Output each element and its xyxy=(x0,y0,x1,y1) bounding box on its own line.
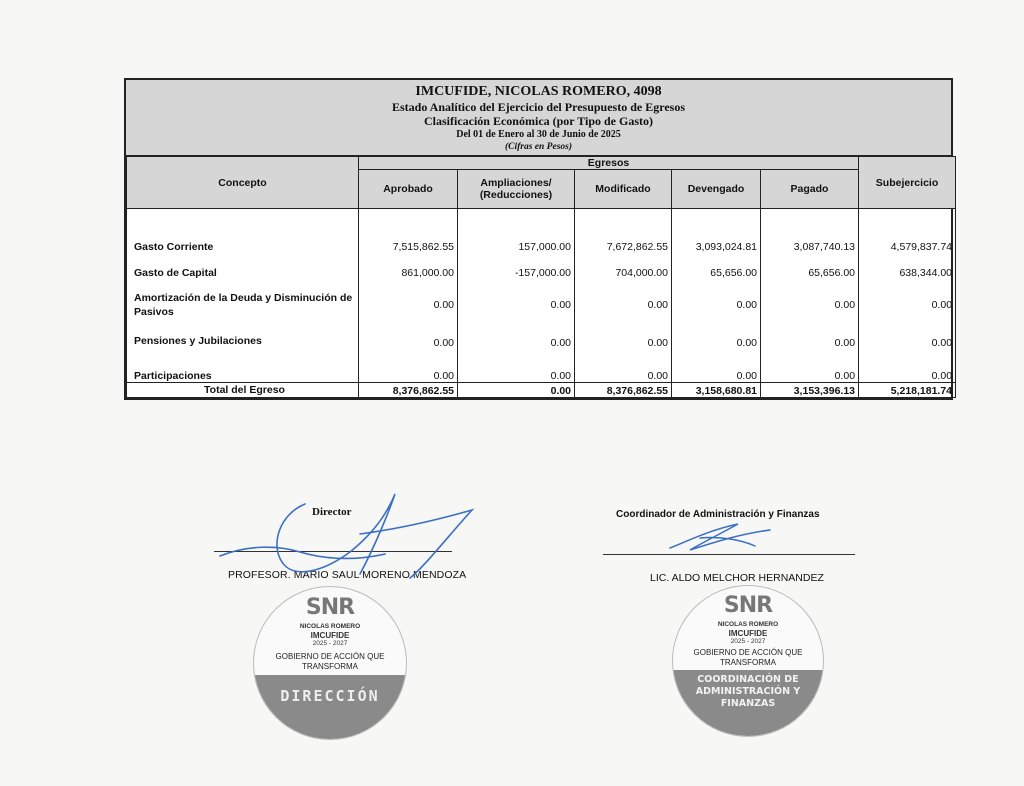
stamp-line: NICOLAS ROMERO xyxy=(717,621,779,628)
stamp-line: TRANSFORMA xyxy=(720,658,776,667)
cell-modificado: 704,000.00 xyxy=(575,267,672,289)
cell-devengado: 65,656.00 xyxy=(672,267,761,289)
cell-pagado: 0.00 xyxy=(761,289,859,335)
total-devengado: 3,158,680.81 xyxy=(672,383,761,398)
signature-stroke xyxy=(220,494,472,578)
cell-ampliaciones: -157,000.00 xyxy=(458,267,575,289)
director-name: PROFESOR. MARIO SAUL MORENO MENDOZA xyxy=(228,569,467,581)
table-row xyxy=(127,267,956,289)
report-period: Del 01 de Enero al 30 de Junio de 2025 xyxy=(456,129,621,140)
cell-pagado: 3,087,740.13 xyxy=(761,241,859,267)
stamp-line: IMCUFIDE xyxy=(728,629,768,638)
cell-aprobado: 0.00 xyxy=(359,335,458,369)
report-classification: Clasificación Económica (por Tipo de Gasto) xyxy=(423,114,653,128)
row-concept: Pensiones y Jubilaciones xyxy=(127,335,359,369)
cell-subejercicio: 0.00 xyxy=(859,335,956,369)
stamp-line: 2025 - 2027 xyxy=(730,638,766,645)
signature-stroke xyxy=(670,524,770,550)
cell-aprobado: 861,000.00 xyxy=(359,267,458,289)
total-label: Total del Egreso xyxy=(127,383,359,398)
cell-modificado: 0.00 xyxy=(575,335,672,369)
cell-subejercicio: 0.00 xyxy=(859,289,956,335)
cell-aprobado: 7,515,862.55 xyxy=(359,241,458,267)
total-modificado: 8,376,862.55 xyxy=(575,383,672,398)
header-egresos: Egresos xyxy=(359,157,859,170)
stamp-line: IMCUFIDE xyxy=(310,631,350,640)
header-modificado: Modificado xyxy=(575,170,672,209)
table-row xyxy=(127,289,956,335)
header-subejercicio: Subejercicio xyxy=(859,157,956,209)
cell-modificado: 7,672,862.55 xyxy=(575,241,672,267)
stamp-band xyxy=(254,675,406,739)
row-concept: Gasto Corriente xyxy=(127,241,359,267)
total-ampliaciones: 0.00 xyxy=(458,383,575,398)
expense-table xyxy=(126,156,956,398)
row-concept: Gasto de Capital xyxy=(127,267,359,289)
header-aprobado: Aprobado xyxy=(359,170,458,209)
row-concept: Amortización de la Deuda y Disminución de Pasivos xyxy=(127,289,359,335)
report-title: IMCUFIDE, NICOLAS ROMERO, 4098 xyxy=(415,84,662,99)
cell-subejercicio: 0.00 xyxy=(859,369,956,383)
stamp-logo: SNR xyxy=(723,593,773,618)
cell-modificado: 0.00 xyxy=(575,289,672,335)
table-row xyxy=(127,241,956,267)
director-role: Director xyxy=(312,506,352,518)
cell-ampliaciones: 0.00 xyxy=(458,369,575,383)
cell-pagado: 0.00 xyxy=(761,335,859,369)
cell-aprobado: 0.00 xyxy=(359,289,458,335)
stamp-line: NICOLAS ROMERO xyxy=(299,623,361,630)
header-pagado: Pagado xyxy=(761,170,859,209)
stamp-band-text: COORDINACIÓN DE xyxy=(697,674,799,685)
stamp-band-text: ADMINISTRACIÓN Y xyxy=(695,686,801,697)
cell-devengado: 0.00 xyxy=(672,335,761,369)
header-devengado: Devengado xyxy=(672,170,761,209)
coordinator-name: LIC. ALDO MELCHOR HERNANDEZ xyxy=(650,572,824,584)
stamp-line: 2025 - 2027 xyxy=(312,640,348,647)
cell-aprobado: 0.00 xyxy=(359,369,458,383)
stamp-direccion xyxy=(253,586,407,740)
row-concept: Participaciones xyxy=(127,369,359,383)
table-row xyxy=(127,335,956,369)
report-units: (Cifras en Pesos) xyxy=(504,142,573,152)
cell-subejercicio: 638,344.00 xyxy=(859,267,956,289)
header-ampliaciones: Ampliaciones/ (Reducciones) xyxy=(458,170,575,209)
stamp-line: TRANSFORMA xyxy=(302,662,358,671)
cell-pagado: 0.00 xyxy=(761,369,859,383)
cell-pagado: 65,656.00 xyxy=(761,267,859,289)
table-row xyxy=(127,369,956,383)
total-subejercicio: 5,218,181.74 xyxy=(859,383,956,398)
stamp-coordinacion xyxy=(672,585,824,737)
stamp-band-text: DIRECCIÓN xyxy=(280,687,380,705)
total-pagado: 3,153,396.13 xyxy=(761,383,859,398)
stamp-band-text: FINANZAS xyxy=(720,698,776,709)
budget-report xyxy=(124,78,953,400)
cell-devengado: 3,093,024.81 xyxy=(672,241,761,267)
stamp-band xyxy=(673,670,823,736)
cell-ampliaciones: 157,000.00 xyxy=(458,241,575,267)
report-subtitle: Estado Analítico del Ejercicio del Presupuesto de Egresos xyxy=(392,100,685,114)
director-signature xyxy=(210,474,500,594)
total-aprobado: 8,376,862.55 xyxy=(359,383,458,398)
report-header xyxy=(126,80,951,156)
cell-ampliaciones: 0.00 xyxy=(458,335,575,369)
cell-subejercicio: 4,579,837.74 xyxy=(859,241,956,267)
cell-modificado: 0.00 xyxy=(575,369,672,383)
stamp-logo: SNR xyxy=(305,595,355,620)
stamp-line: GOBIERNO DE ACCIÓN QUE xyxy=(693,648,803,657)
cell-devengado: 0.00 xyxy=(672,369,761,383)
cell-devengado: 0.00 xyxy=(672,289,761,335)
coordinator-signature xyxy=(660,518,780,558)
header-concepto: Concepto xyxy=(127,157,359,209)
coordinator-role: Coordinador de Administración y Finanzas xyxy=(616,509,820,520)
stamp-line: GOBIERNO DE ACCIÓN QUE xyxy=(275,652,385,661)
cell-ampliaciones: 0.00 xyxy=(458,289,575,335)
total-row xyxy=(127,383,956,398)
